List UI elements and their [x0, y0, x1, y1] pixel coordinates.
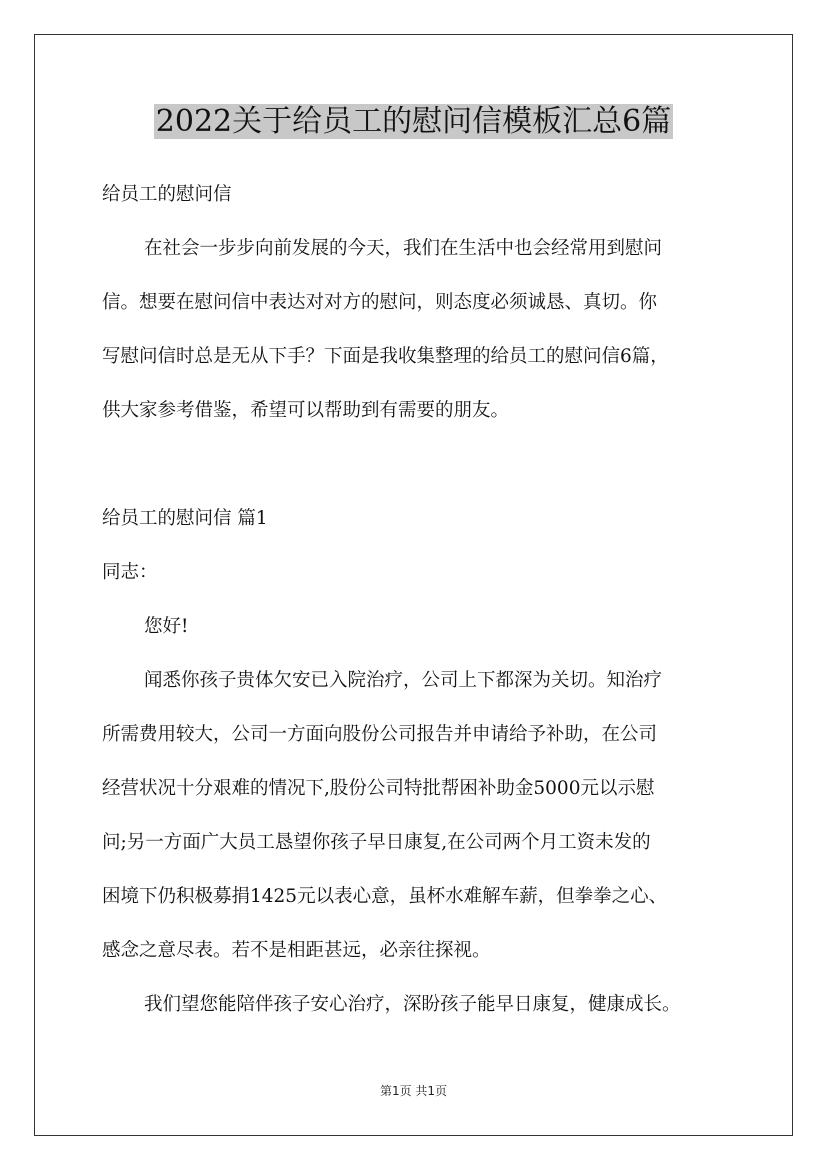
part1-heading: 给员工的慰问信 篇1	[102, 508, 268, 529]
document-title-text: 2022关于给员工的慰问信模板汇总6篇	[155, 104, 672, 139]
document-title	[0, 100, 827, 144]
intro-heading: 给员工的慰问信	[102, 184, 232, 205]
document-body	[102, 168, 742, 1032]
intro-line: 供大家参考借鉴，希望可以帮助到有需要的朋友。	[102, 400, 510, 421]
body-line: 困境下仍积极募捐1425元以表心意，虽杯水难解车薪，但拳拳之心、	[102, 886, 668, 907]
intro-paragraph	[102, 222, 742, 438]
intro-line: 在社会一步步向前发展的今天，我们在生活中也会经常用到慰问	[144, 238, 663, 259]
body-line: 感念之意尽表。若不是相距甚远，必亲往探视。	[102, 940, 491, 961]
intro-line: 信。想要在慰问信中表达对对方的慰问，则态度必须诚恳、真切。你	[102, 292, 658, 313]
body-line: 所需费用较大，公司一方面向股份公司报告并申请给予补助，在公司	[102, 724, 658, 745]
closing-line: 我们望您能陪伴孩子安心治疗，深盼孩子能早日康复，健康成长。	[144, 994, 681, 1015]
intro-line: 写慰问信时总是无从下手？下面是我收集整理的给员工的慰问信6篇，	[102, 346, 669, 367]
body-paragraph	[102, 654, 742, 978]
page-footer: 第1页 共1页	[379, 1084, 448, 1098]
section-gap	[102, 438, 742, 492]
salutation: 同志：	[102, 562, 158, 583]
greeting: 您好!	[144, 616, 189, 637]
body-line: 经营状况十分艰难的情况下,股份公司特批帮困补助金5000元以示慰	[102, 778, 655, 799]
body-line: 闻悉你孩子贵体欠安已入院治疗，公司上下都深为关切。知治疗	[144, 670, 663, 691]
body-line: 问;另一方面广大员工恳望你孩子早日康复,在公司两个月工资未发的	[102, 832, 651, 853]
